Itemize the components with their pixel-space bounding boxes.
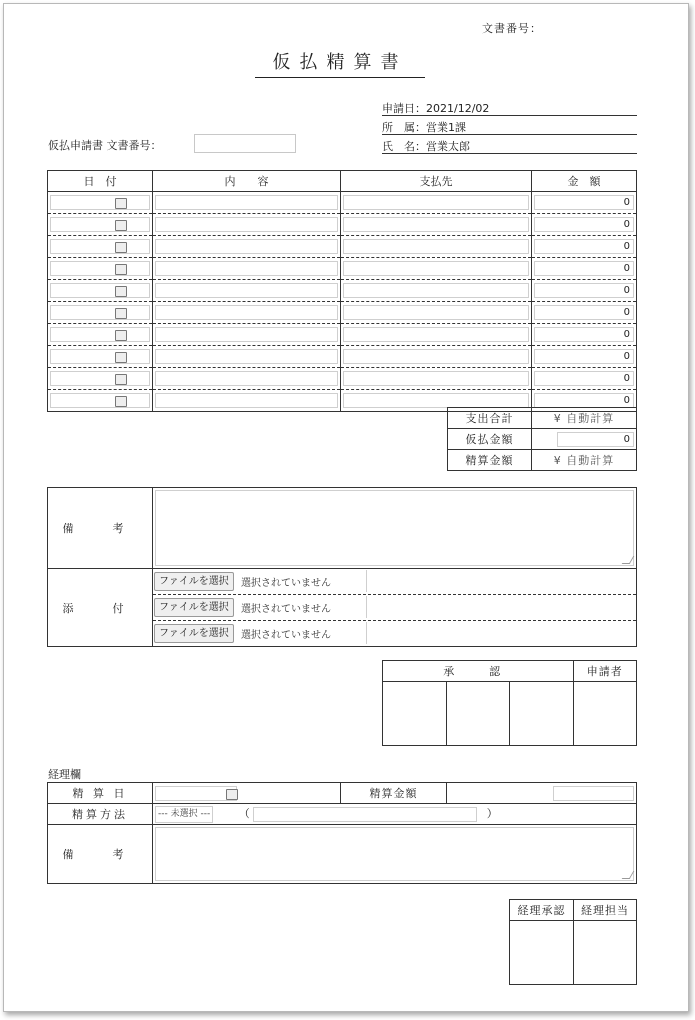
col-date: 日 付 [48,171,153,192]
file-row [153,595,636,621]
date-input[interactable] [50,393,150,408]
apply-date-line [382,100,637,116]
acc-staff-header: 経理担当 [574,900,637,921]
amount-input[interactable]: 0 [534,305,634,320]
amount-input[interactable]: 0 [534,217,634,232]
date-input[interactable] [50,261,150,276]
amount-cell [532,346,637,368]
col-payee: 支払先 [341,171,532,192]
calendar-icon[interactable] [115,330,127,341]
calendar-icon[interactable] [115,286,127,297]
content-input[interactable] [155,283,338,298]
acc-approve-header: 経理承認 [510,900,574,921]
method-detail-input[interactable] [253,807,477,822]
payee-cell [341,324,532,346]
advance-amount-label: 仮払金額 [448,429,532,450]
content-cell [153,236,341,258]
advance-doc-number-label: 仮払申請書 文書番号： [48,139,162,152]
payee-input[interactable] [343,349,529,364]
file-select-button[interactable]: ファイルを選択 [154,572,234,591]
table-row [48,346,637,368]
acc-settle-amount-input[interactable] [553,786,634,801]
calendar-icon[interactable] [226,789,238,800]
settle-date-input[interactable] [155,786,237,801]
acc-staff-stamp-box [574,921,637,985]
resize-grip-icon[interactable] [622,871,635,879]
content-cell [153,324,341,346]
payee-cell [341,214,532,236]
settle-amount-label: 精算金額 [448,450,532,471]
content-cell [153,368,341,390]
amount-cell [532,214,637,236]
file-select-button[interactable]: ファイルを選択 [154,624,234,643]
calendar-icon[interactable] [115,396,127,407]
acc-notes-cell [153,825,637,884]
calendar-icon[interactable] [115,374,127,385]
amount-cell [532,258,637,280]
date-cell [48,280,153,302]
applicant-stamp-box [573,682,637,746]
attach-cell [153,569,637,647]
payee-cell [341,280,532,302]
page-title: 仮払精算書 [255,48,425,78]
calendar-icon[interactable] [115,220,127,231]
amount-cell [532,236,637,258]
table-row [48,258,637,280]
content-input[interactable] [155,305,338,320]
amount-input[interactable]: 0 [534,371,634,386]
amount-cell [532,192,637,214]
advance-amount-cell [532,429,637,450]
dept-line [382,119,637,135]
resize-grip-icon[interactable] [622,556,635,564]
calendar-icon[interactable] [115,264,127,275]
payee-cell [341,302,532,324]
date-cell [48,258,153,280]
accounting-section-label: 経理欄 [48,768,81,781]
table-row [48,368,637,390]
content-cell [153,192,341,214]
total-value: ¥ 自動計算 [532,408,637,429]
dept-label: 所 属： [382,121,426,134]
acc-settle-amount-label: 精算金額 [341,783,447,804]
file-input [153,622,367,644]
apply-date-value: 2021/12/02 [426,102,490,115]
name-label: 氏 名： [382,140,426,153]
amount-cell [532,302,637,324]
table-row [48,236,637,258]
content-cell [153,258,341,280]
file-select-button[interactable]: ファイルを選択 [154,598,234,617]
file-row [153,621,636,646]
content-cell [153,280,341,302]
calendar-icon[interactable] [115,242,127,253]
content-input[interactable] [155,371,338,386]
approve-stamp-box [510,682,574,746]
date-cell [48,390,153,412]
payee-cell [341,192,532,214]
content-input[interactable] [155,393,338,408]
acc-notes-label: 備 考 [48,825,153,884]
paren-close: ） [486,807,498,821]
content-input[interactable] [155,261,338,276]
doc-number-label: 文書番号： [482,22,542,35]
file-status: 選択されていません [241,604,331,615]
date-cell [48,324,153,346]
name-value: 営業太郎 [426,140,470,153]
file-input [153,596,367,618]
date-cell [48,236,153,258]
apply-date-label: 申請日： [382,102,426,115]
approve-stamp-box [383,682,447,746]
calendar-icon[interactable] [115,352,127,363]
payee-cell [341,346,532,368]
payee-cell [341,258,532,280]
acc-settle-amount-cell [447,783,637,804]
amount-cell [532,280,637,302]
date-input[interactable] [50,283,150,298]
attach-label: 添 付 [48,569,153,647]
payee-input[interactable] [343,327,529,342]
accounting-table [47,782,637,884]
payee-input[interactable] [343,371,529,386]
applicant-header: 申請者 [573,661,637,682]
paren-open: （ [238,807,250,821]
method-cell [153,804,637,825]
date-input[interactable] [50,305,150,320]
acc-approve-stamp-box [510,921,574,985]
settle-amount-value: ¥ 自動計算 [532,450,637,471]
amount-input[interactable]: 0 [534,239,634,254]
amount-input[interactable]: 0 [534,393,634,408]
notes-label: 備 考 [48,488,153,569]
content-input[interactable] [155,349,338,364]
notes-textarea[interactable] [155,490,634,566]
notes-cell [153,488,637,569]
content-cell [153,302,341,324]
approval-table [382,660,637,746]
date-cell [48,214,153,236]
calendar-icon[interactable] [115,308,127,319]
date-input[interactable] [50,195,150,210]
col-amount: 金 額 [532,171,637,192]
date-cell [48,368,153,390]
content-cell [153,346,341,368]
amount-input[interactable]: 0 [534,327,634,342]
settle-date-cell [153,783,341,804]
date-input[interactable] [50,349,150,364]
total-label: 支出合計 [448,408,532,429]
payee-input[interactable] [343,305,529,320]
approve-header: 承 認 [383,661,574,682]
acc-notes-textarea[interactable] [155,827,634,881]
amount-cell [532,368,637,390]
payee-input[interactable] [343,239,529,254]
accounting-approval-table [509,899,637,985]
table-row [48,302,637,324]
settle-date-label: 精 算 日 [48,783,153,804]
calendar-icon[interactable] [115,198,127,209]
date-cell [48,192,153,214]
content-input[interactable] [155,239,338,254]
method-label: 精算方法 [48,804,153,825]
amount-input[interactable]: 0 [534,283,634,298]
payee-cell [341,368,532,390]
payee-input[interactable] [343,261,529,276]
file-input [153,570,367,592]
file-status: 選択されていません [241,630,331,641]
content-input[interactable] [155,217,338,232]
advance-amount-input[interactable]: 0 [557,432,634,447]
date-cell [48,302,153,324]
dept-value: 営業1課 [426,121,466,134]
content-input[interactable] [155,195,338,210]
amount-input[interactable]: 0 [534,349,634,364]
date-input[interactable] [50,239,150,254]
date-input[interactable] [50,327,150,342]
advance-doc-number-input[interactable] [194,134,296,153]
table-row [48,324,637,346]
file-status: 選択されていません [241,578,331,589]
file-row [153,569,636,595]
amount-cell [532,324,637,346]
payee-input[interactable] [343,195,529,210]
amount-input[interactable]: 0 [534,195,634,210]
date-input[interactable] [50,371,150,386]
col-content: 内 容 [153,171,341,192]
content-input[interactable] [155,327,338,342]
content-cell [153,214,341,236]
payee-input[interactable] [343,393,529,408]
date-input[interactable] [50,217,150,232]
expense-table [47,170,637,412]
payee-cell [341,236,532,258]
remarks-table [47,487,637,647]
amount-input[interactable]: 0 [534,261,634,276]
summary-table [447,407,637,471]
payee-input[interactable] [343,217,529,232]
date-cell [48,346,153,368]
table-row [48,192,637,214]
content-cell [153,390,341,412]
payee-input[interactable] [343,283,529,298]
table-row [48,280,637,302]
method-select[interactable]: --- 未選択 --- [155,806,213,823]
approve-stamp-box [446,682,510,746]
name-line [382,138,637,154]
table-row [48,214,637,236]
